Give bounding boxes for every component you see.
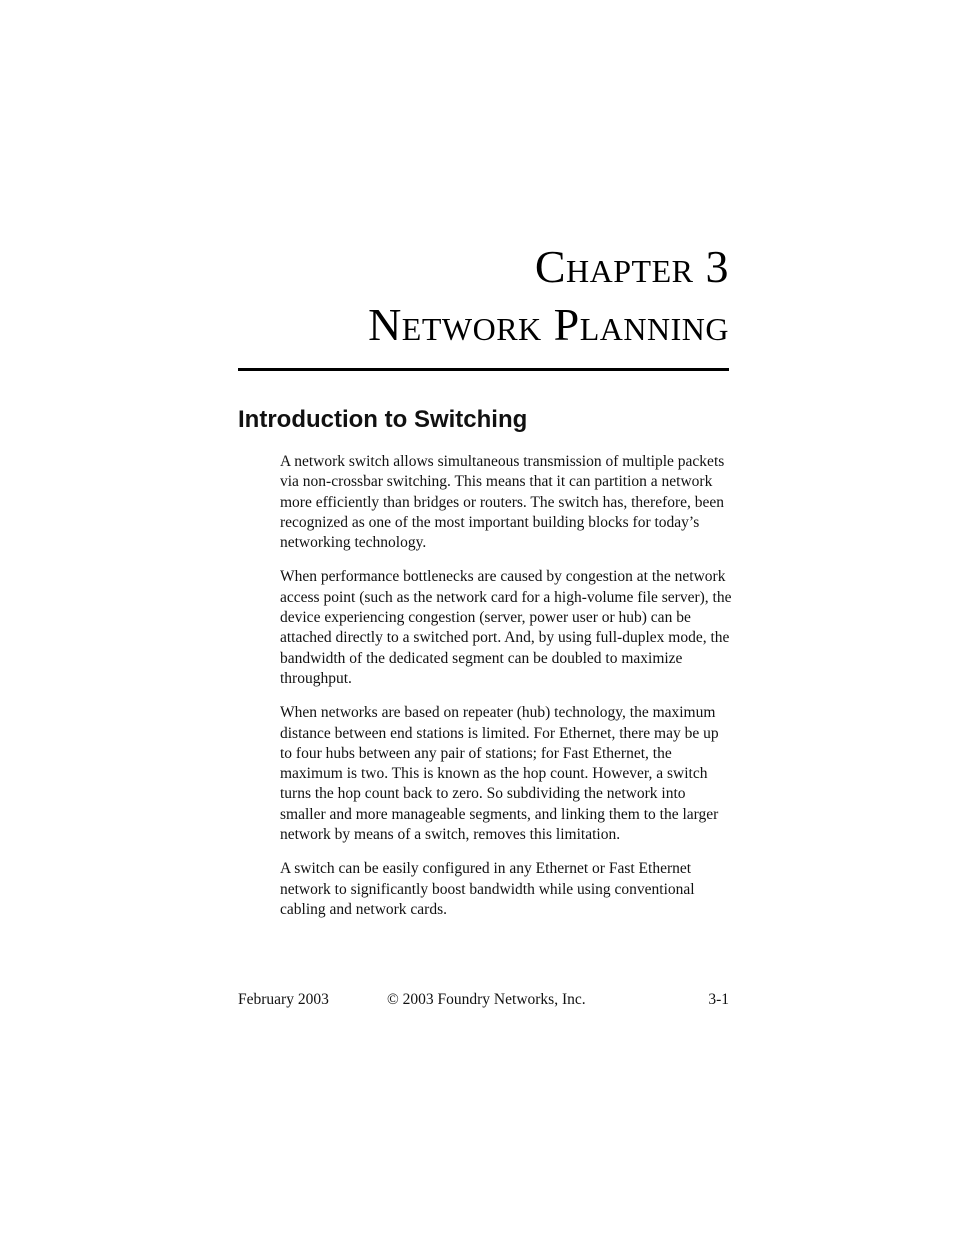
section-title: Introduction to Switching [238, 406, 528, 433]
footer-copyright: © 2003 Foundry Networks, Inc. [387, 991, 586, 1008]
body-text [280, 452, 732, 934]
page-number: 3-1 [708, 991, 729, 1008]
footer-date: February 2003 [238, 991, 329, 1008]
chapter-number: Chapter 3 [534, 241, 729, 292]
heading-rule [238, 368, 729, 371]
paragraph: When performance bottlenecks are caused by congestion at the network access point (such as the network card for a high-volume file server), the device experiencing congestion (server, power user or hub) can be attached directly to a switched port. And, by using full-duplex mode, the bandwidth of the dedicated segment can be doubled to maximize throughput. [280, 568, 732, 687]
page-footer [238, 991, 729, 1011]
chapter-heading [238, 241, 729, 358]
paragraph: A network switch allows simultaneous transmission of multiple packets via non-crossbar switching. This means that it can partition a network more efficiently than bridges or routers. The switch has, therefore, been recognized as one of the most important building blocks for today’s networking technology. [280, 453, 725, 552]
chapter-title: Network Planning [368, 299, 729, 350]
paragraph: When networks are based on repeater (hub) technology, the maximum distance between end stations is limited. For Ethernet, there may be up to four hubs between any pair of stations; for Fast Ethernet, the maximum is two. This is known as the hop count. However, a switch turns the hop count back to zero. So subdividing the network into smaller and more manageable segments, and linking them to the larger network by means of a switch, removes this limitation. [280, 704, 719, 844]
paragraph: A switch can be easily configured in any Ethernet or Fast Ethernet network to significantly boost bandwidth while using conventional cabling and network cards. [280, 860, 695, 918]
